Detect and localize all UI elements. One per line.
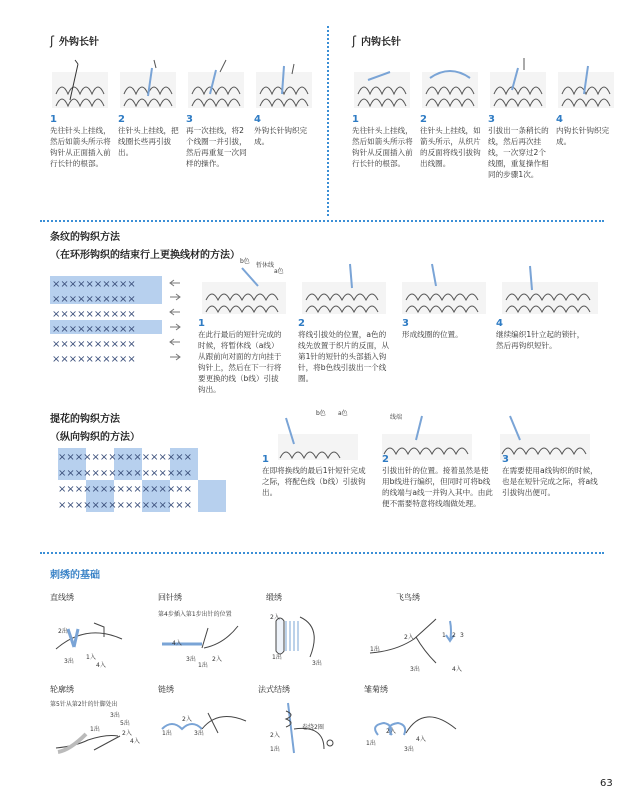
stitch-symbol-row: ×××××××××× — [52, 279, 136, 290]
step: 3 引拔出一条稍长的线，然后再次挂线，一次穿过2个线圈，重复操作相同的步骤1次。 — [488, 114, 549, 179]
embroidery-title: 刺绣的基础 — [50, 570, 100, 581]
stitch-symbol-row: ×××××××××××××××× — [58, 484, 193, 495]
jacquard-title-block: 提花的钩织方法 （纵向钩织的方法） — [50, 414, 140, 443]
step: 1 先往针头上挂线，然后如箭头所示将钩针从正面插入前行长针的根部。 — [50, 114, 111, 168]
jacquard-chart — [50, 446, 230, 516]
vertical-divider — [327, 26, 329, 216]
page-number: 63 — [600, 778, 613, 789]
crochet-hook-icon: ʃ — [50, 34, 55, 48]
illus-step-1 — [52, 60, 108, 108]
stitch-outline: 轮廓绣 第5针从第2针的针脚处出 3出 5出 1出 2入 4入 — [50, 684, 150, 764]
stitch-symbol-row: ×××××××××××××××× — [58, 452, 193, 463]
stitch-symbol-row: ×××××××××× — [52, 324, 136, 335]
jacquard-symbol-chart — [50, 446, 230, 516]
step: 4 继续编织1针立起的锁针，然后再钩织短针。 — [496, 318, 585, 350]
stitch-chain: 链绣 1出 2入 3出 — [158, 684, 258, 764]
step: 1 在此行最后的短针完成的时候，将暂休线（a线）从跟前向对面的方向挂于钩针上，然后在下一行将要更换的线（b线）引拔钩出。 — [198, 318, 282, 394]
stitch-symbol-row: ×××××××××× — [52, 354, 136, 365]
step: 4 外钩长针钩织完成。 — [254, 114, 308, 146]
step: 3 在需要使用a线钩织的时候，也是在短针完成之际，将a线引拔钩出便可。 — [502, 454, 598, 497]
stitch-fly: 飞鸟绣 2入 1出 3出 4入 1 3 2 — [366, 592, 476, 672]
stitch-satin: 缎绣 2入 1出 3出 — [266, 592, 356, 672]
jacquard-block — [198, 496, 226, 512]
stitch-lazy-daisy: 雏菊绣 1出 2入 3出 4入 — [364, 684, 474, 764]
step: 2 往针头上挂线，如箭头所示，从织片的反面将线引拔钩出线圈。 — [420, 114, 481, 168]
double-crochet-illustrations — [50, 50, 320, 112]
crochet-hook-icon: ʃ — [352, 34, 357, 48]
stitch-symbol-row: ×××××××××× — [52, 294, 136, 305]
step: 2 将线引拔处的位置，a色的线先放置于织片的反面，从第1针的短针的头部插入钩针，将b色线引拔出一个线圈。 — [298, 318, 390, 383]
illus-step-2 — [120, 60, 176, 108]
illus-step-3 — [188, 60, 244, 108]
step: 2 往针头上挂线，把线圈长些再引拔出。 — [118, 114, 179, 157]
section-divider — [40, 220, 604, 222]
stripe-symbol-chart — [50, 276, 185, 368]
top-right-illustrations — [352, 50, 622, 112]
jacquard-illustrations: b色 a色 线端 — [262, 404, 592, 464]
jacquard-block — [198, 480, 226, 496]
stitch-symbol-row: ×××××××××××××××× — [58, 468, 193, 479]
top-left-title: ʃ 外钩长针 — [50, 34, 100, 48]
stitch-symbol-row: ×××××××××× — [52, 339, 136, 350]
stitch-straight: 直线绣 2出 3出 1入 4入 — [50, 592, 150, 672]
step: 1 在即将换线的最后1针短针完成之际，将配色线（b线）引拔钩出。 — [262, 454, 366, 497]
stitch-back: 回针绣 第4步插入第1步出针的位置 4入 3出 1出 2入 — [158, 592, 258, 672]
stripe-illustrations: b色 暂休线 a色 — [198, 252, 604, 316]
stripe-title-block: 条纹的钩织方法 （在环形钩织的结束行上更换线材的方法） — [50, 232, 240, 261]
top-right-title: ʃ 内钩长针 — [352, 34, 402, 48]
illus-step-4 — [256, 64, 312, 108]
top-left-illustrations — [50, 50, 320, 112]
double-crochet-illustrations — [352, 50, 622, 112]
stitch-symbol-row: ×××××××××××××××× — [58, 500, 193, 511]
step: 4 内钩长针钩织完成。 — [556, 114, 610, 146]
section-divider — [40, 552, 604, 554]
step: 2 引拔出针的位置。接着虽然是使用b线进行编织，但同时可将b线的线端与a线一并钩入其中。由此便不需要特意将线端做处理。 — [382, 454, 493, 508]
stitch-french-knot: 法式结绣 2入 1出 卷绕2圈 — [258, 684, 358, 764]
step: 3 再一次挂线，将2个线圈一并引拔，然后再重复一次同样的操作。 — [186, 114, 247, 168]
stripe-chart — [50, 276, 185, 368]
step: 1 先往针头上挂线，然后如箭头所示将钩针从反面插入前行长针的根部。 — [352, 114, 413, 168]
needle-icon — [158, 699, 254, 749]
needle-icon — [364, 699, 470, 759]
step: 3 形成线圈的位置。 — [402, 318, 463, 339]
stitch-symbol-row: ×××××××××× — [52, 309, 136, 320]
